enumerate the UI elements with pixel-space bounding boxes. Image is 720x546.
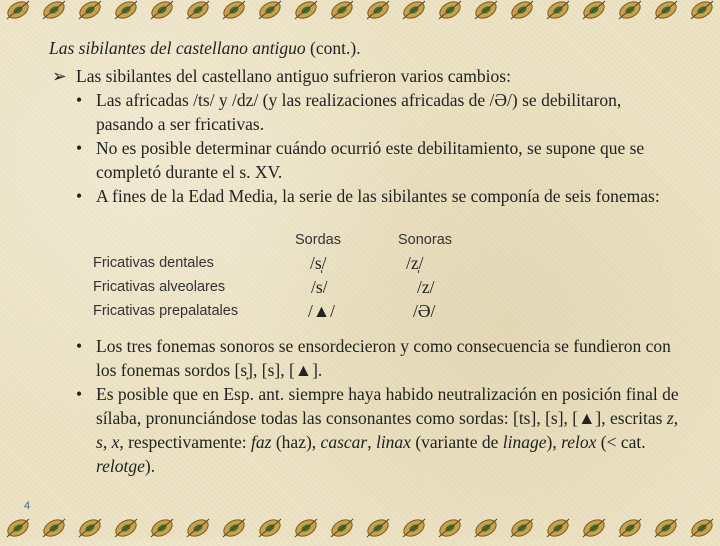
cell-sorda: /▲/ [308,301,336,321]
word-relotge: relotge [96,456,145,476]
example-s: s [96,432,103,452]
end: ). [144,456,156,476]
list-item [52,382,682,478]
row-label: Fricativas dentales [93,255,214,271]
word-linax: linax [375,432,411,452]
row-label: Fricativas prepalatales [93,303,239,319]
ornament-icon [39,0,69,25]
word-linage: linage [502,432,547,452]
sep: , [673,408,679,428]
word-faz: faz [251,432,272,452]
row-label: Fricativas alveolares [93,279,226,295]
ornament-icon [147,513,177,543]
ornament-icon [183,513,213,543]
ornament-icon [543,0,573,25]
bullet-dot-icon: • [76,336,83,356]
cell-sorda: /s̩/ [310,253,327,273]
list-item [52,88,682,136]
ornament-icon [75,0,105,25]
example-x: x [111,432,120,452]
ornament-icon [219,513,249,543]
ornament-icon [435,513,465,543]
example-z: z [666,408,674,428]
ornament-icon [111,513,141,543]
ornament-icon [543,513,573,543]
bullet-dot-icon: • [76,384,83,404]
ornament-icon [363,513,393,543]
ornament-icon [651,0,681,25]
ornament-icon [615,513,645,543]
gloss-haz: (haz), [271,432,321,452]
sep: , [102,432,112,452]
bullet-dot-icon: • [76,186,83,206]
intro-item [52,64,682,88]
ornament-icon [291,0,321,25]
cell-sorda: /s/ [311,277,328,297]
ornament-icon [507,0,537,25]
title-suffix: (cont.). [305,38,361,58]
ornament-icon [579,0,609,25]
ornament-icon [471,0,501,25]
sep: , [367,432,376,452]
ornament-icon [399,513,429,543]
resp-text: , respectivamente: [119,432,252,452]
ornament-icon [111,0,141,25]
cell-sonora: /Ə/ [413,301,436,321]
ornament-icon [183,0,213,25]
ornament-icon [579,513,609,543]
ornament-icon [3,0,33,25]
ornament-icon [687,0,717,25]
ornament-icon [255,513,285,543]
bullet-text: Es posible que en Esp. ant. siempre haya habido neutralización en posición final de sílaba, pronunciándose todas las consonantes como sordas: [ts], [s], [▲], escritas [96,384,679,428]
ornament-icon [327,0,357,25]
gloss-var: (variante de [410,432,503,452]
bottom-ornamental-border [0,510,720,546]
bullet-dot-icon: • [76,138,83,158]
lower-content [52,334,682,478]
ornament-icon [39,513,69,543]
ornament-icon [219,0,249,25]
ornament-icon [363,0,393,25]
ornament-icon [255,0,285,25]
ornament-icon [507,513,537,543]
word-relox: relox [561,432,597,452]
ornament-icon [615,0,645,25]
main-content [52,64,682,208]
ornament-icon [687,513,717,543]
ornament-icon [291,513,321,543]
sep: ), [546,432,562,452]
bullet-dot-icon: • [76,90,83,110]
list-item [52,136,682,184]
bullet-text: Los tres fonemas sonoros se ensordecieron y como consecuencia se fundieron con los fonemas sordos [s̩], [s], [▲]. [96,336,671,380]
slide-title [49,38,361,59]
header-sonoras: Sonoras [398,232,453,248]
ornament-icon [399,0,429,25]
ornament-icon [435,0,465,25]
ornament-icon [3,513,33,543]
arrow-bullet-icon: ➢ [52,66,67,86]
list-item [52,184,682,208]
word-cascar: cascar [320,432,368,452]
header-sordas: Sordas [295,232,341,248]
title-italic: Las sibilantes del castellano antiguo [49,38,306,58]
ornament-icon [327,513,357,543]
list-item [52,334,682,382]
intro-text: Las sibilantes del castellano antiguo sufrieron varios cambios: [76,66,511,86]
cell-sonora: /z/ [417,277,435,297]
sibilants-table [0,232,720,322]
ornament-icon [651,513,681,543]
bullet-text: A fines de la Edad Media, la serie de las sibilantes se componía de seis fonemas: [96,186,660,206]
cell-sonora: /z̩/ [406,253,424,273]
bullet-text: Las africadas /ts/ y /dz/ (y las realizaciones africadas de /Ə/) se debilitaron, pasando a ser fricativas. [96,90,622,134]
ornament-icon [147,0,177,25]
ornament-icon [75,513,105,543]
top-ornamental-border [0,0,720,28]
page-number: 4 [24,500,31,512]
ornament-icon [471,513,501,543]
gloss-cat: (< cat. [596,432,646,452]
bullet-text: No es posible determinar cuándo ocurrió este debilitamiento, se supone que se completó durante el s. XV. [96,138,645,182]
